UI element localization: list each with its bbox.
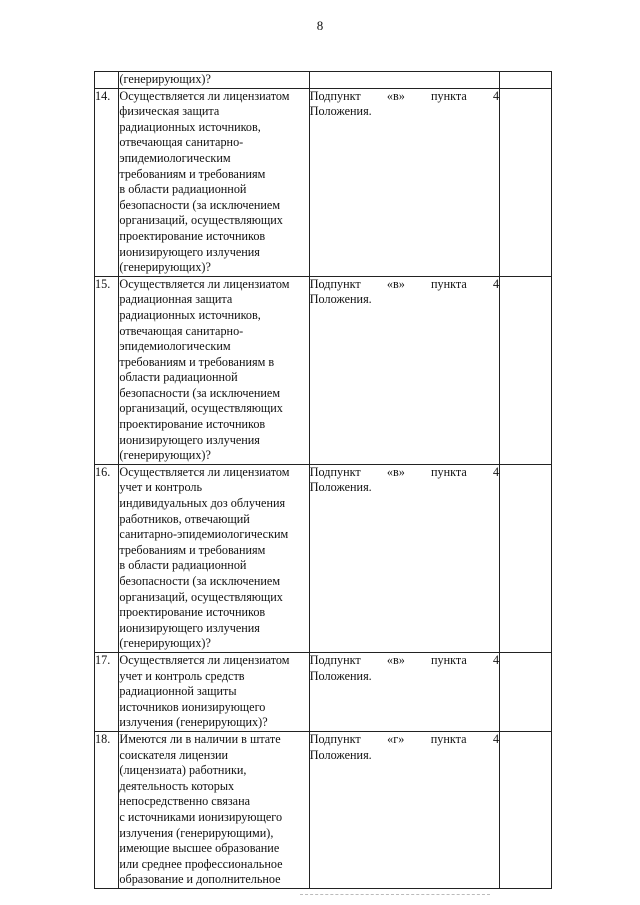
table-row (95, 72, 552, 89)
question-cell (119, 652, 309, 731)
legal-reference-cell (309, 731, 499, 888)
question-cell (119, 72, 309, 89)
reference-line (310, 732, 499, 748)
reference-word: «в» (386, 276, 405, 291)
reference-word: «г» (387, 731, 405, 746)
question-cell (119, 276, 309, 464)
table-row (95, 652, 552, 731)
question-cell (119, 88, 309, 276)
legal-reference-cell (309, 276, 499, 464)
reference-word: Подпункт (309, 731, 361, 746)
reference-document: Положения. (309, 668, 372, 683)
legal-reference-cell (309, 652, 499, 731)
reference-document: Положения. (309, 480, 372, 495)
row-number: 17. (95, 652, 119, 731)
row-number: 16. (95, 464, 119, 652)
remark-cell (500, 276, 552, 464)
reference-line (310, 277, 499, 293)
table-row (95, 88, 552, 276)
table-row (95, 276, 552, 464)
question-text: Осуществляется ли лицензиатом физическая защита радиационных источников, отвечающая санитарно- эпидемиологическим требованиям и требованиям в области радиационной безопасности (за исключением организаций, осуществляющих проектирование источников ионизирующего излучения (генерирующих)? (119, 88, 290, 275)
question-text: Имеются ли в наличии в штате соискателя лицензии (лицензиата) работники, деятельность которых непосредственно связана с источниками ионизирующего излучения (генерирующими), имеющие высшее образование или среднее профессиональное образование и дополнительное (119, 731, 283, 887)
reference-word: пункта (431, 652, 467, 667)
reference-line (310, 89, 499, 105)
reference-word: Подпункт (309, 464, 361, 479)
legal-reference-cell (309, 464, 499, 652)
reference-word: 4 (492, 464, 500, 479)
remark-cell (500, 72, 552, 89)
reference-line (310, 465, 499, 481)
reference-document: Положения. (309, 104, 372, 119)
reference-word: 4 (492, 652, 500, 667)
table-row (95, 731, 552, 888)
reference-word: пункта (431, 276, 467, 291)
legal-reference-cell (309, 72, 499, 89)
row-number: 14. (95, 88, 119, 276)
question-cell (119, 731, 309, 888)
reference-document: Положения. (309, 292, 372, 307)
reference-word: Подпункт (309, 652, 361, 667)
question-text: Осуществляется ли лицензиатом радиационная защита радиационных источников, отвечающая санитарно- эпидемиологическим требованиям и требованиям в области радиационной безопасности (за исключением организаций, осуществляющих проектирование источников ионизирующего излучения (генерирующих)? (119, 276, 290, 463)
reference-word: пункта (430, 731, 467, 746)
row-number (95, 72, 119, 89)
reference-word: пункта (431, 464, 467, 479)
reference-word: 4 (492, 88, 500, 103)
checklist-table (94, 71, 552, 889)
remark-cell (500, 652, 552, 731)
reference-word: «в» (386, 652, 405, 667)
page-number: 8 (316, 18, 324, 33)
reference-word: «в» (386, 464, 405, 479)
reference-word: 4 (492, 276, 500, 291)
reference-word: «в» (386, 88, 405, 103)
reference-word: 4 (492, 731, 500, 746)
row-number: 18. (95, 731, 119, 888)
reference-word: пункта (431, 88, 467, 103)
question-text: (генерирующих)? (119, 72, 211, 86)
reference-line (310, 653, 499, 669)
question-cell (119, 464, 309, 652)
reference-word: Подпункт (309, 88, 361, 103)
remark-cell (500, 731, 552, 888)
reference-word: Подпункт (309, 276, 361, 291)
table-row (95, 464, 552, 652)
legal-reference-cell (309, 88, 499, 276)
remark-cell (500, 88, 552, 276)
row-number: 15. (95, 276, 119, 464)
reference-document: Положения. (309, 747, 372, 762)
question-text: Осуществляется ли лицензиатом учет и контроль средств радиационной защиты источников ионизирующего излучения (генерирующих)? (119, 652, 290, 730)
question-text: Осуществляется ли лицензиатом учет и контроль индивидуальных доз облучения работников, отвечающий санитарно-эпидемиологическим требованиям и требованиям в области радиационной безопасности (за исключением организаций, осуществляющих проектирование источников ионизирующего излучения (генерирующих)? (119, 464, 290, 651)
remark-cell (500, 464, 552, 652)
scan-artifact-line (300, 894, 490, 895)
